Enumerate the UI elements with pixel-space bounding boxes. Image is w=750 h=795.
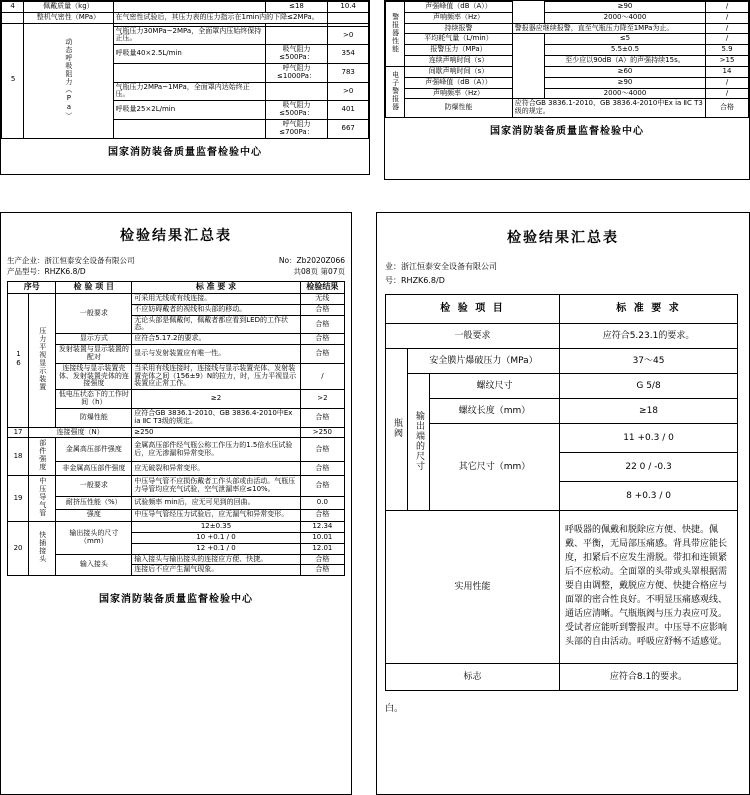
row-val: 合格 xyxy=(300,334,344,345)
table-row xyxy=(386,23,749,34)
producer-value: 浙江恒泰安全设备有限公司 xyxy=(401,262,497,271)
product-field xyxy=(7,266,86,277)
row-item: 非金属高压部件强度 xyxy=(56,462,132,476)
table-row xyxy=(8,363,345,389)
row-req xyxy=(512,12,544,23)
row-val: 667 xyxy=(328,119,369,138)
row-item: 低电压状态下的工作时间（h） xyxy=(56,390,132,409)
table-row xyxy=(8,427,345,438)
row-req: 37～45 xyxy=(560,349,738,374)
row-val: 5.9 xyxy=(706,45,749,56)
panel-footer: 国家消防装备质量监督检验中心 xyxy=(490,126,644,138)
row-item: 间歇声响时间（s） xyxy=(405,66,512,77)
row-no xyxy=(2,12,24,23)
row-item xyxy=(24,23,113,138)
meta-product-line xyxy=(385,275,741,286)
row-no-text: 16 xyxy=(14,349,23,368)
row-group-dim xyxy=(408,374,430,511)
row-item: 声强峰值（dB（A）） xyxy=(405,77,512,88)
row-item: 一般要求 xyxy=(386,324,560,349)
row-req2: ≤5 xyxy=(544,34,705,45)
row-req: ≥18 xyxy=(560,399,738,424)
row-item: 平均耗气量（L/min） xyxy=(405,34,512,45)
row-item-text: 动态呼吸阻力（Pa） xyxy=(64,38,73,121)
row-req: 应符合GB 3836.1-2010、GB 3836.4-2010中Ex ia ⅡC T3级的规定。 xyxy=(132,408,301,427)
row-item-detail: 气瓶压力2MPa~1MPa，全面罩内达始终正压。 xyxy=(113,82,265,101)
panel-bottom-left xyxy=(0,212,352,795)
row-item: 其它尺寸（mm） xyxy=(430,424,560,511)
table-row xyxy=(386,399,738,424)
producer-label: 生产企业： xyxy=(7,256,45,265)
meta-producer-line xyxy=(385,261,741,272)
footer-row xyxy=(386,118,749,142)
row-req: 吸气阻力≤500Pa： xyxy=(265,45,328,64)
row-item: 防爆性能 xyxy=(56,408,132,427)
producer-label: 业： xyxy=(385,262,401,271)
row-req2: 2000～4000 xyxy=(544,88,705,99)
row-group-text: 快插接头 xyxy=(38,531,47,564)
row-no: 20 xyxy=(8,522,29,576)
table-row xyxy=(386,77,749,88)
row-req2: ≥60 xyxy=(544,66,705,77)
row-val: 合格 xyxy=(300,476,344,497)
row-group-valve-text: 瓶阀 xyxy=(392,418,402,439)
table-row xyxy=(8,476,345,497)
row-item: 声强峰值（dB（A）） xyxy=(405,2,512,13)
row-req: 输入接头与输出接头的连接应方便、快捷。 xyxy=(132,554,301,565)
table-row xyxy=(386,12,749,23)
report-no-label: No： xyxy=(278,256,297,265)
table-row xyxy=(2,2,369,13)
row-req2 xyxy=(265,26,328,45)
row-req: 应无破裂和异常变形。 xyxy=(132,462,301,476)
row-val: 12.01 xyxy=(300,543,344,554)
col-header-req: 标 准 要 求 xyxy=(132,282,301,294)
report-no-field xyxy=(279,255,345,266)
row-item: 一般要求 xyxy=(56,293,132,333)
group-label-electronic xyxy=(386,66,405,117)
row-no: 4 xyxy=(2,2,24,13)
bottom-note: 白。 xyxy=(385,704,404,714)
table-header-row xyxy=(386,295,738,324)
table-row xyxy=(386,45,749,56)
footer-row xyxy=(2,138,369,162)
row-item-detail: 呼吸量40×2.5L/min xyxy=(113,45,265,64)
product-value: RHZK6.8/D xyxy=(401,276,445,285)
table-row xyxy=(8,408,345,427)
row-val: 合格 xyxy=(300,554,344,565)
row-group-text: 部件强度 xyxy=(38,439,47,472)
table-row xyxy=(386,374,738,399)
row-group-text: 中压导气管 xyxy=(38,477,47,518)
table-row xyxy=(8,509,345,521)
group-label-warning xyxy=(386,2,405,67)
row-req: 12 +0.1 / 0 xyxy=(132,543,301,554)
product-value: RHZK6.8/D xyxy=(44,267,86,276)
table-row xyxy=(8,390,345,409)
table-row xyxy=(8,438,345,462)
row-item: 连接强度（N） xyxy=(29,427,132,438)
row-val: 合格 xyxy=(300,509,344,521)
panel-footer: 国家消防装备质量监督检验中心 xyxy=(99,594,253,606)
row-item: 持续报警 xyxy=(405,23,512,34)
row-req: G 5/8 xyxy=(560,374,738,399)
row-val: 10.4 xyxy=(328,2,369,13)
row-item: 整机气密性（MPa） xyxy=(24,12,113,23)
row-no-text: 5 xyxy=(9,74,18,84)
table-row xyxy=(8,497,345,509)
row-val: / xyxy=(706,34,749,45)
row-val: 合格 xyxy=(300,345,344,364)
row-req: 10 +0.1 / 0 xyxy=(132,532,301,543)
row-item: 声响频率（Hz） xyxy=(405,12,512,23)
row-req2: 5.5±0.5 xyxy=(544,45,705,56)
row-req: 在气密性试验后，其压力表的压力指示在1min内的下降≤2MPa。 xyxy=(113,12,328,23)
row-req2: 至少应以90dB（A）的声强持续15s。 xyxy=(544,56,705,67)
meta-producer-line xyxy=(7,255,345,266)
row-item: 输出接头的尺寸（mm） xyxy=(56,522,132,554)
row-group-text: 压力平视显示装置 xyxy=(38,326,47,391)
row-req: 吸气阻力≤500Pa： xyxy=(265,101,328,120)
row-req: 试验频率 min后，应无可见到的回曲。 xyxy=(132,497,301,509)
row-val: / xyxy=(300,363,344,389)
row-req: 11 +0.3 / 0 xyxy=(560,424,738,453)
table-row xyxy=(386,56,749,67)
row-val: 合格 xyxy=(300,304,344,315)
row-req2: ≥90 xyxy=(544,2,705,13)
col-header-result: 检验结果 xyxy=(300,282,344,294)
row-item: 实用性能 xyxy=(386,511,560,664)
row-val: / xyxy=(706,23,749,34)
meta-product-line xyxy=(7,266,345,277)
row-req: 可采用无线或有线连接。 xyxy=(132,293,301,304)
panel-bottom-right xyxy=(376,212,750,795)
row-val: 12.34 xyxy=(300,522,344,533)
row-req: 无论头部是佩戴何，佩戴者都应看到LED的工作状态。 xyxy=(132,315,301,334)
table-bottom-left xyxy=(7,281,345,576)
page-title: 检验结果汇总表 xyxy=(507,230,619,246)
row-val: 401 xyxy=(328,101,369,120)
row-no xyxy=(2,23,24,138)
panel-top-left xyxy=(0,0,370,175)
table-row xyxy=(386,424,738,453)
page-title: 检验结果汇总表 xyxy=(120,228,232,244)
row-req2: ≤18 xyxy=(265,2,328,13)
row-req: 8 +0.3 / 0 xyxy=(560,482,738,511)
table-row xyxy=(8,522,345,533)
row-no xyxy=(8,293,29,427)
row-req: 警报器应继续报警，直至气瓶压力降至1MPa为止。 xyxy=(512,23,705,34)
table-row xyxy=(386,2,749,13)
row-item: 强度 xyxy=(56,509,132,521)
row-item-detail xyxy=(113,63,265,82)
table-row xyxy=(386,99,749,118)
row-item: 连接线与显示装置壳体、发射装置壳体的连接强度 xyxy=(56,363,132,389)
row-req: 12±0.35 xyxy=(132,522,301,533)
group-label-warning-text: 警报器性能 xyxy=(391,12,400,53)
table-top-right xyxy=(385,1,749,141)
table-row xyxy=(386,66,749,77)
producer-value: 浙江恒泰安全设备有限公司 xyxy=(44,256,135,265)
row-val: 合格 xyxy=(300,462,344,476)
row-val: >0 xyxy=(328,82,369,101)
row-req xyxy=(512,66,544,77)
table-top-left xyxy=(1,1,369,162)
table-row xyxy=(386,34,749,45)
row-val: 合格 xyxy=(300,565,344,576)
report-no-value: Zb2020Z066 xyxy=(296,256,345,265)
table-row xyxy=(8,554,345,565)
row-val: 14 xyxy=(706,66,749,77)
row-val: / xyxy=(706,2,749,13)
row-item: 耐挤压性能（%） xyxy=(56,497,132,509)
row-item: 发射装置与显示装置的配对 xyxy=(56,345,132,364)
table-row xyxy=(2,12,369,23)
row-no: 18 xyxy=(8,438,29,476)
col-header-item: 检 验 项 目 xyxy=(56,282,132,294)
row-item: 安全膜片爆破压力（MPa） xyxy=(408,349,560,374)
row-val: >15 xyxy=(706,56,749,67)
row-item: 一般要求 xyxy=(56,476,132,497)
row-req2: ≥90 xyxy=(544,77,705,88)
producer-field xyxy=(7,255,135,266)
row-req: ≥250 xyxy=(132,427,301,438)
row-item: 螺纹长度（mm） xyxy=(430,399,560,424)
table-row xyxy=(386,324,738,349)
row-req: 不应妨碍戴者的视线和头部的移动。 xyxy=(132,304,301,315)
row-item-detail: 呼吸量25×2L/min xyxy=(113,101,265,120)
table-row xyxy=(386,349,738,374)
row-item-detail xyxy=(113,119,265,138)
row-req: ≥2 xyxy=(132,390,301,409)
row-item: 标志 xyxy=(386,664,560,691)
row-req xyxy=(512,77,544,88)
row-val: / xyxy=(706,77,749,88)
row-val: 0.0 xyxy=(300,497,344,509)
row-item-detail: 气瓶压力30MPa~2MPa，全面罩内压始终保持正压。 xyxy=(115,26,262,43)
row-group xyxy=(29,476,56,522)
row-req2 xyxy=(265,82,328,101)
row-val: / xyxy=(706,88,749,99)
table-row xyxy=(8,462,345,476)
row-item: 防爆性能 xyxy=(405,99,512,118)
page-count: 共08页 第07页 xyxy=(293,267,345,276)
row-group-dim-text: 输出端的尺寸 xyxy=(414,410,424,471)
row-req: 应符合5.17.2的要求。 xyxy=(132,334,301,345)
col-header-item: 检 验 项 目 xyxy=(386,295,560,324)
col-header-req: 标 准 要 求 xyxy=(560,295,738,324)
table-header-row xyxy=(8,282,345,294)
row-group xyxy=(29,293,56,427)
table-row xyxy=(386,88,749,99)
row-req: 金属高压部件经气瓶公称工作压力的1.5倍水压试验后，应无渗漏和异常变形。 xyxy=(132,438,301,462)
row-val: 无线 xyxy=(300,293,344,304)
row-val: / xyxy=(706,12,749,23)
row-req: 连接后不应产生漏气现象。 xyxy=(132,565,301,576)
row-no: 17 xyxy=(8,427,29,438)
row-group-valve xyxy=(386,349,408,511)
table-row xyxy=(386,664,738,691)
row-req: 呼吸器的佩戴和脱除应方便、快捷。佩戴、平衡，无局部压痛感。背具带应能长度，扣紧后不应发生滑脱。带扣和连锁紧后不应松动。全面罩的头带或头罩根据需要自由调整，戴脱应方便、快捷合格应与面罩的密合性良好。不明显压痛感观线、通话应清晰。气瓶瓶阀与压力表应可及。受试者应能听到警报声。中压导不应影响头部的自由活动。呼吸应舒畅不适感觉。 xyxy=(560,511,738,664)
row-val: 合格 xyxy=(300,438,344,462)
row-req xyxy=(512,88,544,99)
row-req xyxy=(512,2,544,13)
row-val: 783 xyxy=(328,63,369,82)
row-req: 应符合5.23.1的要求。 xyxy=(560,324,738,349)
row-no: 19 xyxy=(8,476,29,522)
row-val: 合格 xyxy=(706,99,749,118)
row-val: 354 xyxy=(328,45,369,64)
row-req: 22 0 / -0.3 xyxy=(560,453,738,482)
row-group xyxy=(29,522,56,576)
row-item: 显示方式 xyxy=(56,334,132,345)
row-req xyxy=(512,45,544,56)
row-val: 合格 xyxy=(300,315,344,334)
row-item: 金属高压部件强度 xyxy=(56,438,132,462)
table-bottom-right xyxy=(385,294,738,691)
row-req: 中压导气管经压力试验后，应无漏气和异常变形。 xyxy=(132,509,301,521)
row-item: 连续声响时间（s） xyxy=(405,56,512,67)
row-req: 中压导气管不应损伤戴者工作头部或由活动。气瓶压力导管均应充气试验，空气泄漏率应≤10%。 xyxy=(132,476,301,497)
row-req: 呼气阻力≤700Pa： xyxy=(265,119,328,138)
row-req: 应符合GB 3836.1-2010、GB 3836.4-2010中Ex ia ⅡC T3级的规定。 xyxy=(512,99,705,118)
row-req xyxy=(512,56,544,67)
panel-footer: 国家消防装备质量监督检验中心 xyxy=(108,146,262,158)
row-item: 输入接头 xyxy=(56,554,132,576)
table-row xyxy=(8,293,345,304)
row-req: 显示与发射装置应有唯一性。 xyxy=(132,345,301,364)
row-val: 合格 xyxy=(300,408,344,427)
row-req xyxy=(113,2,265,13)
row-req2: 2000～4000 xyxy=(544,12,705,23)
row-val: >0 xyxy=(328,26,369,45)
row-item: 螺纹尺寸 xyxy=(430,374,560,399)
row-req: 应符合8.1的要求。 xyxy=(560,664,738,691)
row-item: 报警压力（MPa） xyxy=(405,45,512,56)
row-item: 声响频率（Hz） xyxy=(405,88,512,99)
row-req xyxy=(512,34,544,45)
row-val: >250 xyxy=(300,427,344,438)
product-label: 号： xyxy=(385,276,401,285)
table-row xyxy=(8,345,345,364)
row-req: 呼气阻力≤1000Pa： xyxy=(265,63,328,82)
row-val: >2 xyxy=(300,390,344,409)
table-row xyxy=(386,511,738,664)
row-group xyxy=(29,438,56,476)
product-label: 产品型号： xyxy=(7,267,45,276)
row-req: 当采用有线连接时，连接线与显示装置壳体、发射装置壳体之间（156±9）N的拉力，时，压力平视显示装置应正常工作。 xyxy=(132,363,301,389)
row-val xyxy=(328,12,369,23)
panel-top-right xyxy=(384,0,750,180)
row-item: 佩戴质量（kg） xyxy=(24,2,113,13)
table-row xyxy=(8,334,345,345)
group-label-electronic-text: 电子警报器 xyxy=(391,70,400,111)
col-header-no: 序号 xyxy=(8,282,56,294)
row-val: 10.01 xyxy=(300,532,344,543)
